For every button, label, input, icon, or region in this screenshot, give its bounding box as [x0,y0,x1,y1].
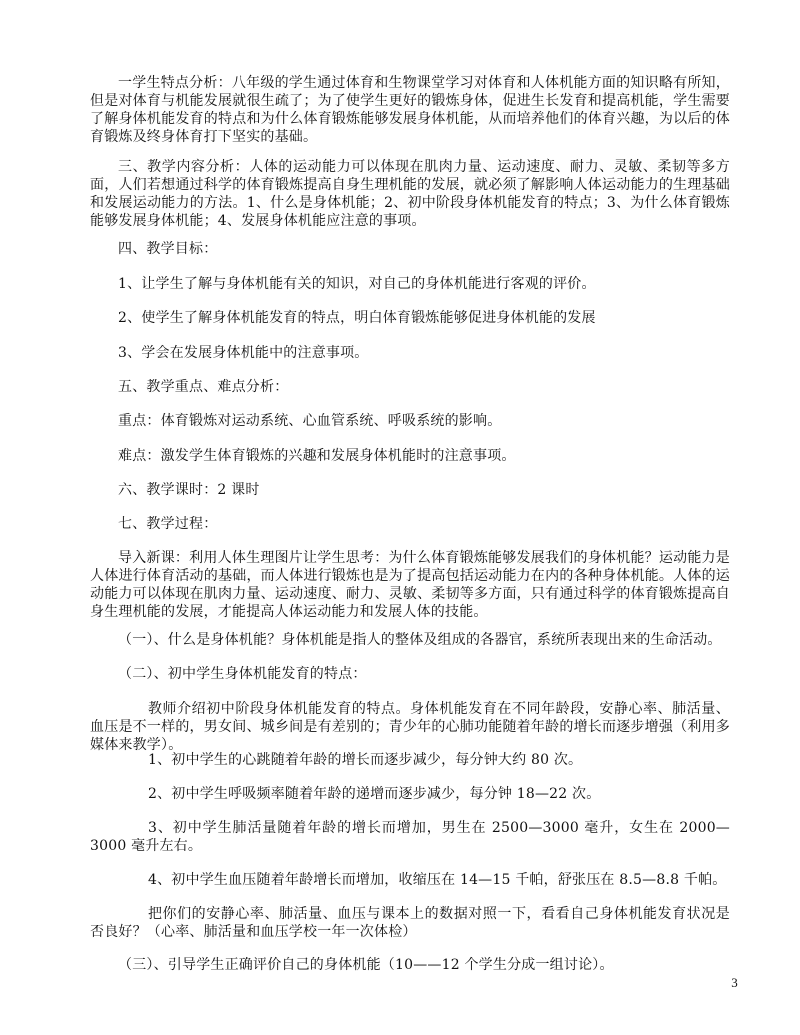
page-number: 3 [731,975,738,990]
paragraph-content-analysis: 三、教学内容分析：人体的运动能力可以体现在肌肉力量、运动速度、耐力、灵敏、柔韧等多方面，人们若想通过科学的体育锻炼提高自身生理机能的发展，就必须了解影响人体运动能力的生理基础和发展运动能力的方法。1、什么是身体机能；2、初中阶段身体机能发育的特点；3、为什么体育锻炼能够发展身体机能；4、发展身体机能应注意的事项。 [90,159,730,229]
heading-class-hours: 六、教学课时：2 课时 [118,482,260,498]
goal-item-2: 2、使学生了解身体机能发育的特点，明白体育锻炼能够促进身体机能的发展 [118,310,596,326]
section-what-is-body-function: （一）、什么是身体机能？身体机能是指人的整体及组成的各器官，系统所表现出来的生命活动。 [118,632,722,648]
feature-item-2: 2、初中学生呼吸频率随着年龄的递增而逐步减少，每分钟 18—22 次。 [148,786,601,802]
paragraph-student-analysis: 一学生特点分析：八年级的学生通过体育和生物课堂学习对体育和人体机能方面的知识略有所知，但是对体育与机能发展就很生疏了；为了使学生更好的锻炼身体，促进生长发育和提高机能，学生需要了解身体机能发育的特点和为什么体育锻炼能够发展身体机能，从而培养他们的体育兴趣，为以后的体育锻炼及终身体育打下坚实的基础。 [90,75,730,145]
heading-teaching-process: 七、教学过程： [118,516,218,532]
goal-item-3: 3、学会在发展身体机能中的注意事项。 [118,345,369,361]
feature-item-1: 1、初中学生的心跳随着年龄的增长而逐步减少，每分钟大约 80 次。 [148,752,583,768]
feature-item-4: 4、初中学生血压随着年龄增长而增加，收缩压在 14—15 千帕，舒张压在 8.5—8.8 千帕。 [148,872,727,888]
goal-item-1: 1、让学生了解与身体机能有关的知识，对自己的身体机能进行客观的评价。 [118,276,596,292]
paragraph-introduction: 导入新课：利用人体生理图片让学生思考：为什么体育锻炼能够发展我们的身体机能？运动能力是人体进行体育活动的基础，而人体进行锻炼也是为了提高包括运动能力在内的各种身体机能。人体的运动能力可以体现在肌肉力量、运动速度、耐力、灵敏、柔韧等多方面，只有通过科学的体育锻炼提高自身生理机能的发展，才能提高人体运动能力和发展人体的技能。 [90,550,730,620]
heading-key-points: 五、教学重点、难点分析： [118,379,289,395]
feature-item-3: 3、初中学生肺活量随着年龄的增长而增加，男生在 2500—3000 毫升，女生在 2000—3000 毫升左右。 [90,820,730,854]
key-point: 重点：体育锻炼对运动系统、心血管系统、呼吸系统的影响。 [118,413,502,429]
paragraph-teacher-introduction: 教师介绍初中阶段身体机能发育的特点。身体机能发育在不同年龄段，安静心率、肺活量、血压是不一样的，男女间、城乡间是有差别的；青少年的心肺功能随着年龄的增长而逐步增强（利用多媒体来教学）。 [90,701,730,753]
heading-teaching-goals: 四、教学目标： [118,241,218,257]
difficult-point: 难点：激发学生体育锻炼的兴趣和发展身体机能时的注意事项。 [118,448,516,464]
paragraph-compare-data: 把你们的安静心率、肺活量、血压与课本上的数据对照一下，看看自己身体机能发育状况是否良好？（心率、肺活量和血压学校一年一次体检） [90,906,730,940]
section-self-evaluation: （三）、引导学生正确评价自己的身体机能（10——12 个学生分成一组讨论）。 [118,957,614,973]
section-development-features: （二）、初中学生身体机能发育的特点： [118,666,367,682]
